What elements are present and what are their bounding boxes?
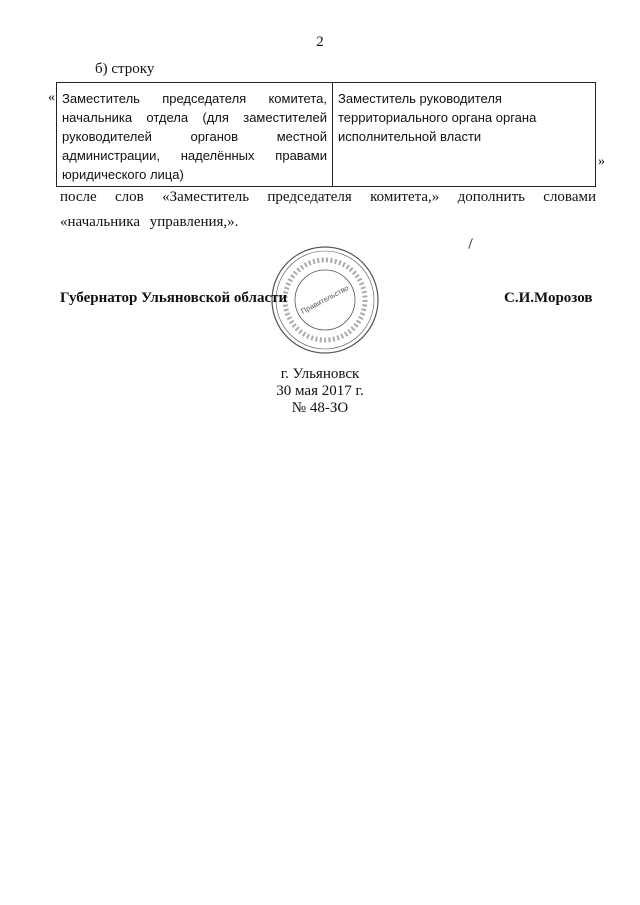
date: 30 мая 2017 г.	[276, 383, 364, 399]
quote-open: «	[48, 90, 55, 105]
amendment-table	[56, 82, 596, 187]
document-number: № 48-ЗО	[291, 400, 349, 416]
place: г. Ульяновск	[280, 366, 360, 382]
seal-center-text: Правительство	[299, 283, 351, 316]
table-cell-right: Заместитель руководителя территориального органа органа исполнительной власти	[333, 83, 596, 187]
signature-title: Губернатор Ульяновской области	[60, 290, 288, 306]
item-label: б) строку	[95, 61, 155, 77]
table-row	[57, 83, 596, 187]
page-number: 2	[316, 34, 324, 50]
table-cell-left: Заместитель председателя комитета, начальника отдела (для заместителей руководителей органов местной администрации, наделённых правами юридического лица)	[57, 83, 333, 187]
quote-close: »	[598, 154, 605, 169]
after-words-paragraph: после слов «Заместитель председателя комитета,» дополнить словами «начальника управления,».	[60, 189, 596, 230]
signature-name: С.И.Морозов	[504, 290, 593, 306]
tick-mark	[468, 238, 473, 249]
